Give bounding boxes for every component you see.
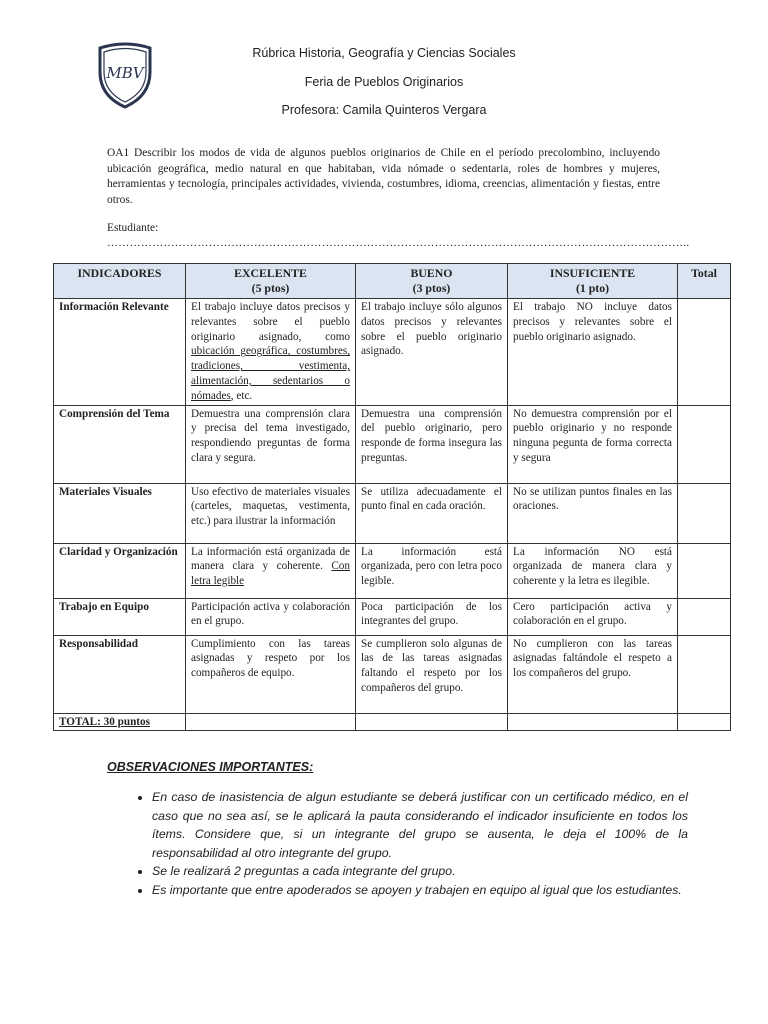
total-cell (678, 483, 731, 543)
table-row (54, 483, 731, 543)
header-insuficiente-points: (1 pto) (575, 281, 610, 295)
student-name-line: ……………………………………………………………………………………………………………………………………….. (107, 237, 690, 249)
learning-objective: OA1 Describir los modos de vida de algunos pueblos originarios de Chile en el período precolombino, incluyendo ubicación geográfica, medio natural en que habitaban, vida nómade o sedentaria, roles de hombres y mujeres, herramientas y tecnología, principales actividades, vivienda, costumbres, idioma, creencias, alimentación y fiestas, entre otros. (107, 147, 660, 206)
criterion-cell: Responsabilidad (54, 635, 186, 713)
table-row (54, 543, 731, 598)
excelente-text: La información está organizada de manera clara y coherente. (191, 545, 350, 573)
header-bueno-label: BUENO (410, 266, 453, 280)
excelente-cell: Participación activa y colaboración en el grupo. (186, 598, 356, 635)
criterion-cell: Comprensión del Tema (54, 405, 186, 483)
criterion-cell: Claridad y Organización (54, 543, 186, 598)
total-cell (678, 713, 731, 731)
list-item: • En caso de inasistencia de algun estudiante se deberá justificar con un certificado médico, en el caso que no sea así, se le aplicará la pauta considerando el indicador insuficiente en todos los ítems. Considere que, si un integrante del grupo se ausenta, le deja el 100% de la responsabilidad al otro integrante del grupo. (152, 788, 688, 862)
header-insuficiente (508, 264, 678, 299)
teacher-name: Profesora: Camila Quinteros Vergara (281, 103, 487, 117)
total-cell (678, 543, 731, 598)
insuficiente-cell: No demuestra comprensión por el pueblo originario y no responde ninguna pegunta de forma correcta y segura (508, 405, 678, 483)
list-item: • Es importante que entre apoderados se apoyen y trabajen en equipo al igual que los estudiantes. (152, 881, 688, 900)
excelente-underlined-text: ubicación geográfica, costumbres, tradiciones, vestimenta, alimentación, sedentarios o nómades (191, 345, 350, 402)
excelente-underlined-text: Con letra legible (191, 560, 350, 588)
total-cell (678, 635, 731, 713)
excelente-cell: Demuestra una comprensión clara y precisa del tema investigado, respondiendo preguntas de forma clara y segura. (186, 405, 356, 483)
excelente-cell: Uso efectivo de materiales visuales (carteles, maquetas, vestimenta, etc.) para ilustrar la información (186, 483, 356, 543)
table-row (54, 598, 731, 635)
excelente-text-end: , etc. (230, 389, 253, 402)
excelente-cell (186, 713, 356, 731)
logo-monogram: MBV (106, 64, 144, 82)
total-cell (678, 299, 731, 406)
total-cell (678, 405, 731, 483)
bueno-cell: Demuestra una comprensión del pueblo originario, pero responde de forma insegura las preguntas. (356, 405, 508, 483)
rubric-title: Rúbrica Historia, Geografía y Ciencias Sociales (252, 46, 516, 60)
bueno-cell (356, 713, 508, 731)
header-insuficiente-label: INSUFICIENTE (549, 266, 636, 280)
list-item: • Se le realizará 2 preguntas a cada integrante del grupo. (152, 862, 688, 881)
excelente-cell: Cumplimiento con las tareas asignadas y respeto por los compañeros de equipo. (186, 635, 356, 713)
total-cell (678, 598, 731, 635)
table-total-row (54, 713, 731, 731)
insuficiente-cell: La información NO está organizada de manera clara y coherente y la letra es ilegible. (508, 543, 678, 598)
header-bueno-points: (3 ptos) (412, 281, 451, 295)
header-indicadores: INDICADORES (54, 264, 186, 299)
observations-title: OBSERVACIONES IMPORTANTES: (107, 760, 314, 774)
student-label: Estudiante: (107, 222, 159, 234)
insuficiente-cell: El trabajo NO incluye datos precisos y relevantes sobre el pueblo originario asignado. (508, 299, 678, 406)
table-header-row (54, 264, 731, 299)
header-excelente-points: (5 ptos) (251, 281, 290, 295)
bueno-cell: La información está organizada, pero con letra poco legible. (356, 543, 508, 598)
bueno-cell: Se utiliza adecuadamente el punto final en cada oración. (356, 483, 508, 543)
bueno-cell: Poca participación de los integrantes del grupo. (356, 598, 508, 635)
table-row (54, 405, 731, 483)
bueno-cell: El trabajo incluye sólo algunos datos precisos y relevantes sobre el pueblo originario asignado. (356, 299, 508, 406)
header-total: Total (678, 264, 731, 299)
insuficiente-cell (508, 713, 678, 731)
insuficiente-cell: Cero participación activa y colaboración en el grupo. (508, 598, 678, 635)
header-excelente (186, 264, 356, 299)
table-row (54, 299, 731, 406)
header-bueno (356, 264, 508, 299)
excelente-cell (186, 299, 356, 406)
header-excelente-label: EXCELENTE (234, 266, 307, 280)
criterion-cell: Materiales Visuales (54, 483, 186, 543)
criterion-cell: Trabajo en Equipo (54, 598, 186, 635)
excelente-cell (186, 543, 356, 598)
rubric-table (53, 263, 731, 731)
table-row (54, 635, 731, 713)
excelente-text: El trabajo incluye datos precisos y relevantes sobre el pueblo originario asignado, como (191, 301, 350, 343)
insuficiente-cell: No se utilizan puntos finales en las oraciones. (508, 483, 678, 543)
observations-list (128, 788, 688, 899)
insuficiente-cell: No cumplieron con las tareas asignadas faltándole el respeto a los compañeros del grupo. (508, 635, 678, 713)
event-title: Feria de Pueblos Originarios (304, 75, 464, 89)
total-points-label: TOTAL: 30 puntos (54, 713, 186, 731)
bueno-cell: Se cumplieron solo algunas de las de las tareas asignadas faltando el respeto por los compañeros del grupo. (356, 635, 508, 713)
criterion-cell: Información Relevante (54, 299, 186, 406)
